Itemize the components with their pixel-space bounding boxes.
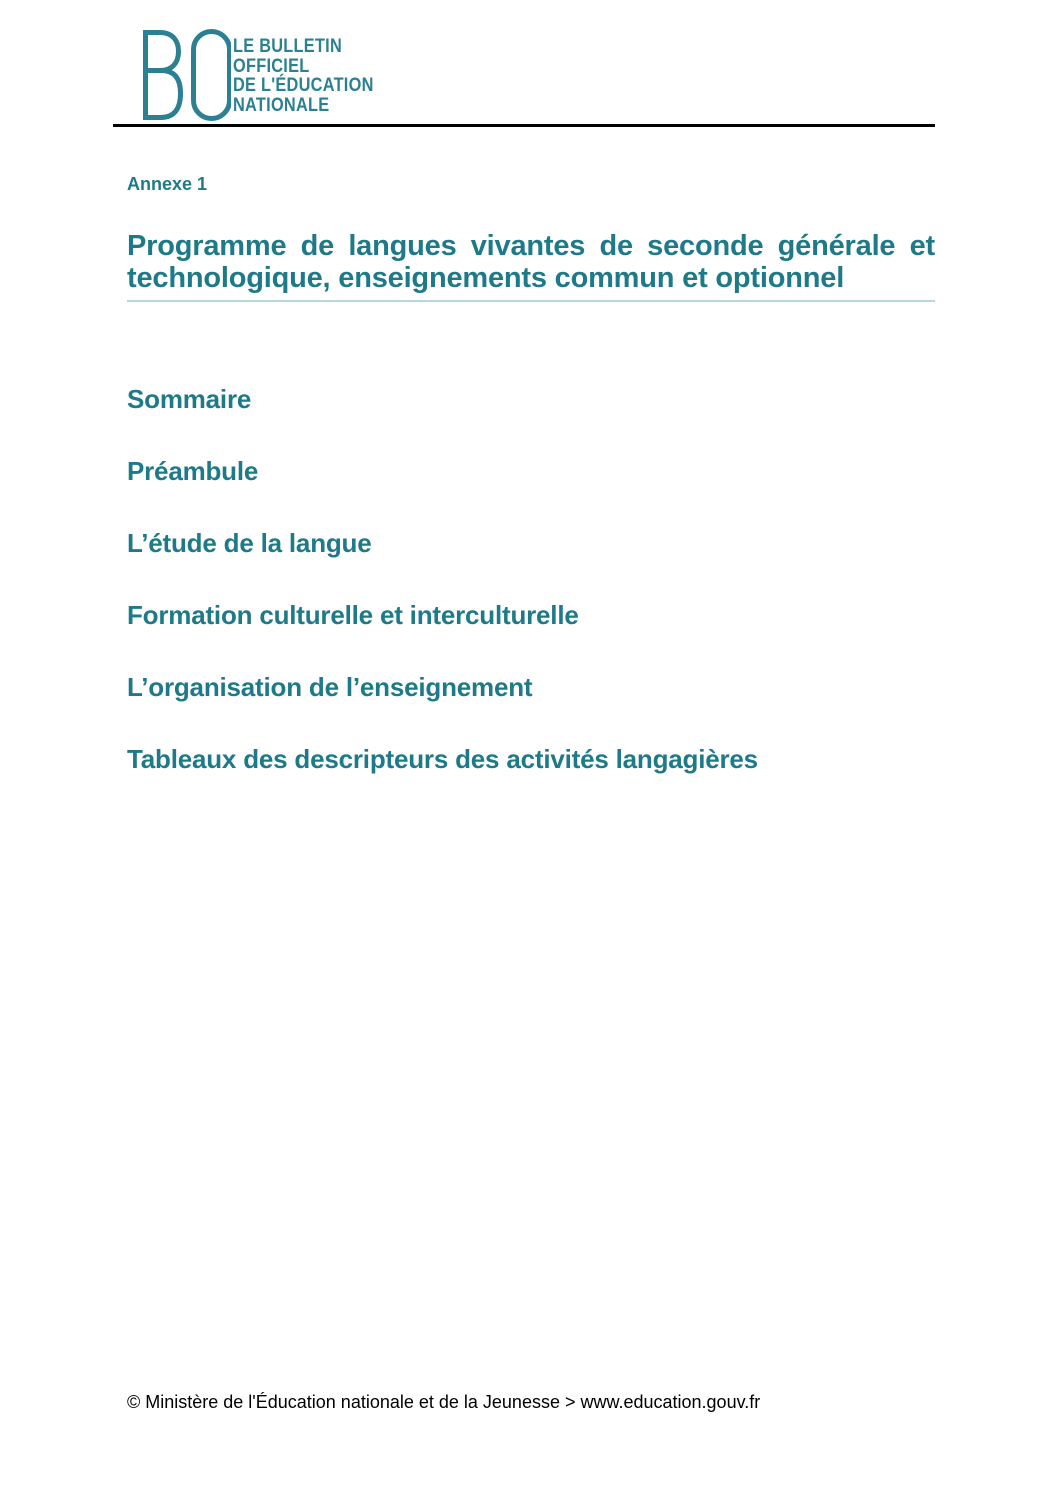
annexe-label: Annexe 1 [127, 174, 208, 194]
document-title: Programme de langues vivantes de seconde générale et technologique, enseignements commun et optionnel [127, 230, 935, 302]
page-footer: © Ministère de l'Éducation nationale et de la Jeunesse > www.education.gouv.fr [127, 1392, 761, 1412]
table-of-contents [127, 385, 935, 817]
toc-item-sommaire: Sommaire [127, 384, 252, 414]
toc-item-etude-de-la-langue: L’étude de la langue [127, 528, 372, 558]
bo-logo-icon [141, 29, 231, 121]
logo-wordmark-line: LE BULLETIN [233, 36, 343, 57]
toc-item-formation-culturelle: Formation culturelle et interculturelle [127, 600, 579, 630]
logo-wordmark-line: OFFICIEL [233, 55, 310, 77]
toc-item-preambule: Préambule [127, 456, 259, 486]
toc-item-tableaux-descripteurs: Tableaux des descripteurs des activités langagières [127, 744, 758, 774]
logo-wordmark-line: NATIONALE [233, 94, 330, 116]
logo-wordmark-line: DE L'ÉDUCATION [233, 75, 374, 96]
header-divider [113, 124, 935, 127]
toc-item-organisation-enseignement: L’organisation de l’enseignement [127, 672, 533, 702]
logo-wordmark [233, 37, 374, 115]
